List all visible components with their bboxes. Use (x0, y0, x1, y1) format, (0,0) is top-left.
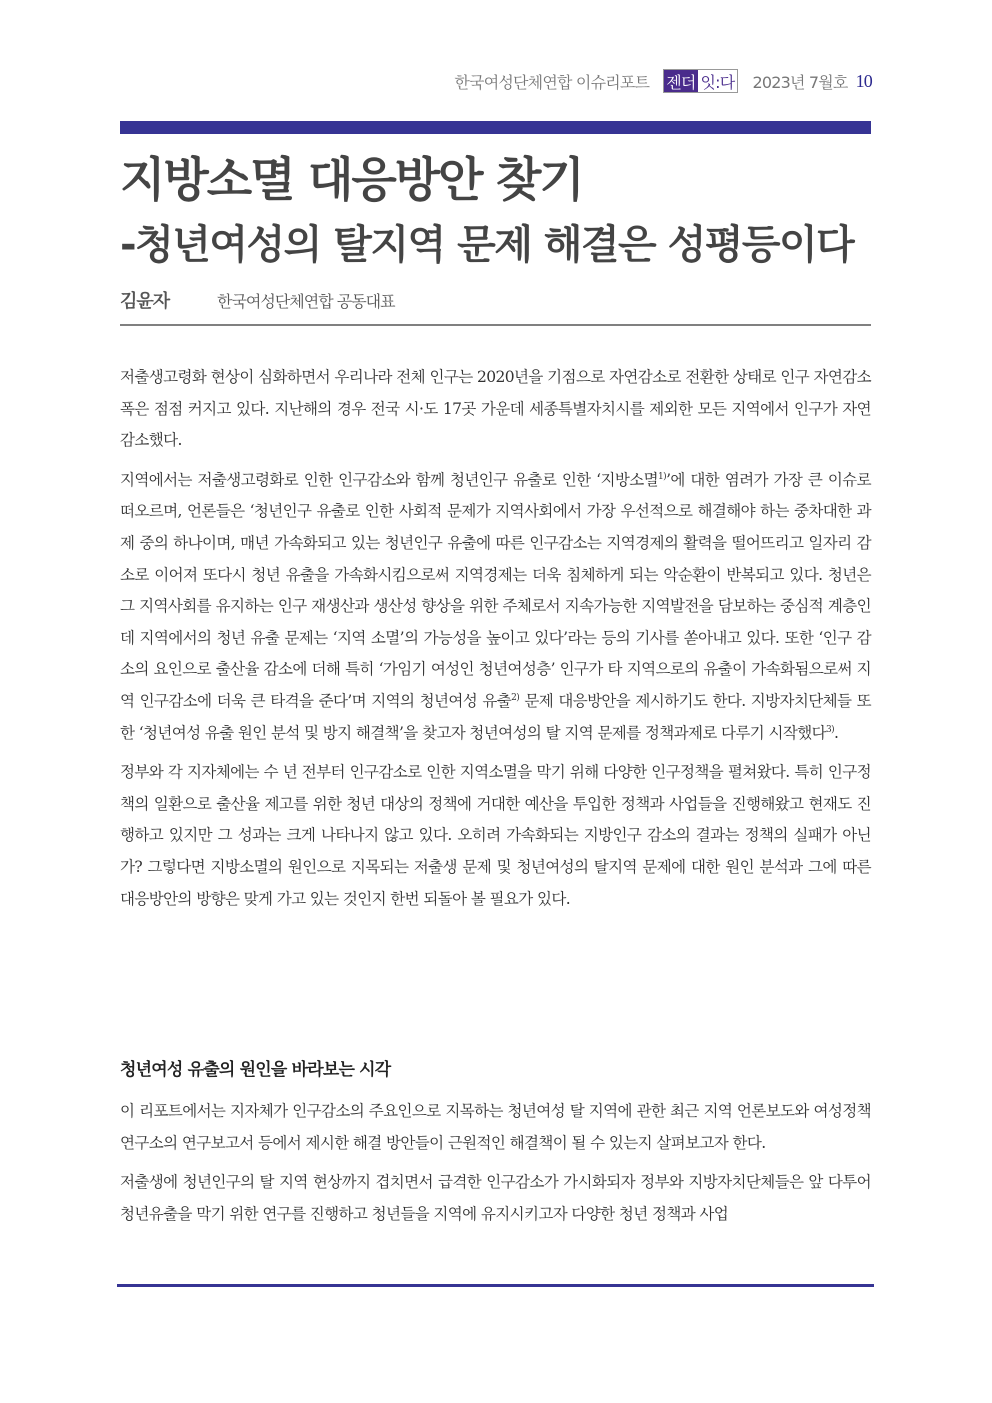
footnote-mark[interactable]: 1) (658, 471, 667, 482)
footnote-mark[interactable]: 2) (511, 692, 520, 703)
author-name: 김윤자 (120, 291, 170, 312)
article-subtitle: -청년여성의 탈지역 문제 해결은 성평등이다 (120, 222, 854, 268)
paragraph (120, 465, 871, 749)
report-series-label: 한국여성단체연합 이슈리포트 (454, 72, 650, 92)
paragraph-text: . (834, 723, 839, 742)
paragraph: 저출생에 청년인구의 탈 지역 현상까지 겹치면서 급격한 인구감소가 가시화되자 정부와 지방자치단체들은 앞 다투어 청년유출을 막기 위한 연구를 진행하고 청년들을 지역에 유지시키고자 다양한 청년 정책과 사업 (120, 1173, 871, 1223)
title-divider (120, 324, 871, 326)
paragraph: 저출생고령화 현상이 심화하면서 우리나라 전체 인구는 2020년을 기점으로 자연감소로 전환한 상태로 인구 자연감소 폭은 점점 커지고 있다. 지난해의 경우 전국 시·도 17곳 가운데 세종특별자치시를 제외한 모든 지역에서 인구가 자연 감소했다. (120, 368, 871, 450)
article-body (120, 362, 871, 923)
paragraph-text: 문제 대응방안을 제시하기도 한다. 지방자치단체들 또한 ‘청년여성 유출 원인 분석 및 방지 해결책’을 찾고자 청년여성의 탈 지역 문제를 정책과제로 다루기 시작했다 (120, 691, 871, 742)
footnote-mark[interactable]: 3) (825, 724, 835, 735)
top-accent-bar (120, 121, 871, 134)
page-header (454, 68, 872, 94)
gender-itda-badge (663, 69, 738, 93)
badge-dark-part: 젠더 (664, 70, 697, 92)
page-number: 10 (855, 70, 872, 91)
footer-accent-rule (117, 1284, 874, 1287)
paragraph: 정부와 각 지자체에는 수 년 전부터 인구감소로 인한 지역소멸을 막기 위해 다양한 인구정책을 펼쳐왔다. 특히 인구정책의 일환으로 출산율 제고를 위한 청년 대상의 정책에 거대한 예산을 투입한 정책과 사업들을 진행해왔고 현재도 진행하고 있지만 그 성과는 크게 나타나지 않고 있다. 오히려 가속화되는 지방인구 감소의 결과는 정책의 실패가 아닌가? 그렇다면 지방소멸의 원인으로 지목되는 저출생 문제 및 청년여성의 탈지역 문제에 대한 원인 분석과 그에 따른 대응방안의 방향은 맞게 가고 있는 것인지 한번 되돌아 볼 필요가 있다. (120, 763, 871, 908)
article-title: 지방소멸 대응방안 찾기 (120, 153, 583, 208)
issue-date: 2023년 7월호 (752, 72, 848, 92)
section-body (120, 1096, 871, 1238)
section-heading: 청년여성 유출의 원인을 바라보는 시각 (120, 1060, 391, 1080)
author-line (120, 287, 395, 313)
author-role: 한국여성단체연합 공동대표 (217, 292, 395, 311)
paragraph-text: 지역에서는 저출생고령화로 인한 인구감소와 함께 청년인구 유출로 인한 ‘지방소멸 (120, 470, 659, 489)
badge-light-part: 잇:다 (700, 72, 735, 92)
paragraph: 이 리포트에서는 지자체가 인구감소의 주요인으로 지목하는 청년여성 탈 지역에 관한 최근 지역 언론보도와 여성정책연구소의 연구보고서 등에서 제시한 해결 방안들이 근원적인 해결책이 될 수 있는지 살펴보고자 한다. (120, 1102, 871, 1152)
paragraph-text: ’에 대한 염려가 가장 큰 이슈로 떠오르며, 언론들은 ‘청년인구 유출로 인한 사회적 문제가 지역사회에서 가장 우선적으로 해결해야 하는 중차대한 과제 중의 하나이며, 매년 가속화되고 있는 청년인구 유출에 따른 인구감소는 지역경제의 활력을 떨어뜨리고 일자리 감소로 이어져 또다시 청년 유출을 가속화시킴으로써 지역경제는 더욱 침체하게 되는 악순환이 반복되고 있다. 청년은 그 지역사회를 유지하는 인구 재생산과 생산성 향상을 위한 주체로서 지속가능한 지역발전을 담보하는 중심적 계층인데 지역에서의 청년 유출 문제는 ‘지역 소멸’의 가능성을 높이고 있다’라는 등의 기사를 쏟아내고 있다. 또한 ‘인구 감소의 요인으로 출산율 감소에 더해 특히 ‘가임기 여성인 청년여성층’ 인구가 타 지역으로의 유출이 가속화됨으로써 지역 인구감소에 더욱 큰 타격을 준다’며 지역의 청년여성 유출 (120, 470, 871, 710)
